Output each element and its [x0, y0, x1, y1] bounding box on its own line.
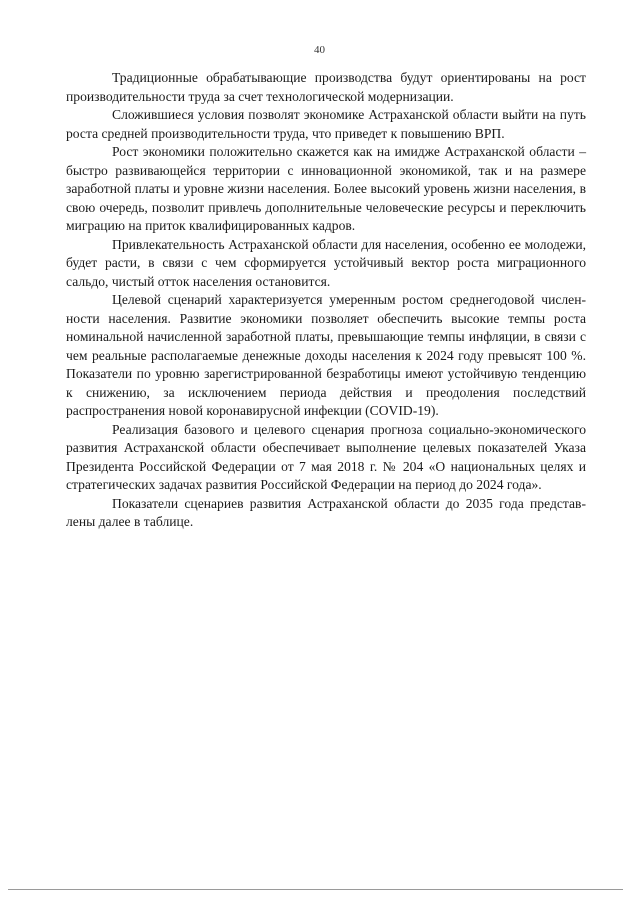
paragraph-6: Реализация базового и целевого сценария прогноза социально-экономического развития Астраханской области обеспечивает выполнение целевых показателей Указа Президента Российской Федерации от 7 мая 2018 г. № 204 «О национальных целях и стратегических задачах развития Российской Федерации на период до 2024 года». — [66, 421, 586, 492]
paragraph-1: Традиционные обрабатывающие производства будут ориентированы на рост производительности труда за счет технологической модернизации. — [66, 70, 586, 104]
footer-divider — [8, 889, 623, 890]
paragraph-2: Сложившиеся условия позволят экономике Астраханской области выйти на путь роста средней производительности труда, что приведет к повышению ВРП. — [66, 107, 586, 141]
paragraph-4: Привлекательность Астраханской области для населения, особенно ее молодежи, будет расти, в связи с чем сформируется устойчивый вектор роста миграционного сальдо, чистый отток населения остановится. — [66, 236, 586, 289]
paragraph-7: Показатели сценариев развития Астраханской области до 2035 года представлены далее в таблице. — [66, 495, 586, 529]
paragraph-3: Рост экономики положительно скажется как на имидже Астраханской области – быстро развивающейся территории с инновационной экономикой, так и на размере заработной платы и уровне жизни населения. Более высокий уровень жизни населения, в свою очередь, позволит привлечь дополнительные человеческие ресурсы и переключить миграцию на приток квалифицированных кадров. — [66, 144, 586, 233]
paragraph-5: Целевой сценарий характеризуется умеренным ростом среднегодовой численности населения. Развитие экономики позволяет обеспечить высокие темпы роста номинальной начисленной заработной платы, превышающие темпы инфляции, в связи с чем реальные располагаемые денежные доходы населения к 2024 году превысят 100 %. Показатели по уровню зарегистрированной безработицы имеют устойчивую тенденцию к снижению, за исключением периода действия и преодоления последствий распространения новой коронавирусной инфекции (COVID-19). — [66, 292, 586, 418]
document-body — [66, 69, 586, 532]
page-number: 40 — [314, 44, 325, 56]
